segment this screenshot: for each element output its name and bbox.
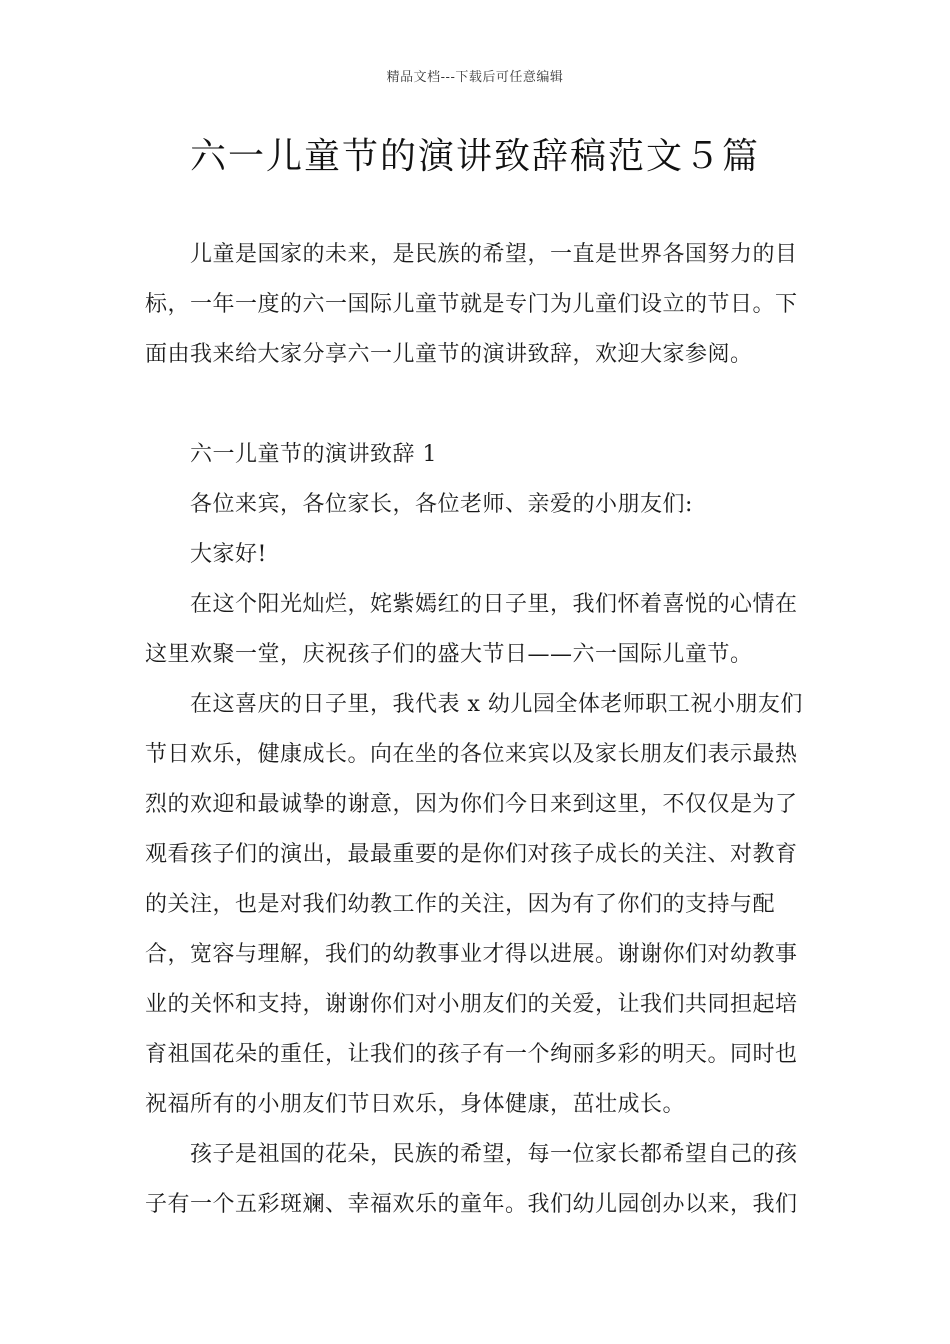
section-heading: 六一儿童节的演讲致辞 1 xyxy=(190,442,437,467)
document-body xyxy=(145,230,805,1230)
paragraph: 孩子是祖国的花朵，民族的希望，每一位家长都希望自己的孩子有一个五彩斑斓、幸福欢乐的童年。我们幼儿园创办以来，我们 xyxy=(145,1142,798,1217)
paragraph-greeting: 各位来宾，各位家长，各位老师、亲爱的小朋友们: xyxy=(190,492,693,517)
document-title: 六一儿童节的演讲致辞稿范文５篇 xyxy=(189,136,760,177)
paragraph: 在这喜庆的日子里，我代表 x 幼儿园全体老师职工祝小朋友们节日欢乐，健康成长。向在坐的各位来宾以及家长朋友们表示最热烈的欢迎和最诚挚的谢意，因为你们今日来到这里，不仅仅是为了观看孩子们的演出，最最重要的是你们对孩子成长的关注、对教育的关注，也是对我们幼教工作的关注，因为有了你们的支持与配合，宽容与理解，我们的幼教事业才得以进展。谢谢你们对幼教事业的关怀和支持，谢谢你们对小朋友们的关爱，让我们共同担起培育祖国花朵的重任，让我们的孩子有一个绚丽多彩的明天。同时也祝福所有的小朋友们节日欢乐，身体健康，茁壮成长。 xyxy=(145,692,803,1117)
intro-paragraph: 儿童是国家的未来，是民族的希望，一直是世界各国努力的目标，一年一度的六一国际儿童节就是专门为儿童们设立的节日。下面由我来给大家分享六一儿童节的演讲致辞，欢迎大家参阅。 xyxy=(145,242,798,367)
paragraph: 在这个阳光灿烂，姹紫嫣红的日子里，我们怀着喜悦的心情在这里欢聚一堂，庆祝孩子们的盛大节日——六一国际儿童节。 xyxy=(145,592,798,667)
header-note: 精品文档---下载后可任意编辑 xyxy=(386,70,564,85)
paragraph-hello: 大家好! xyxy=(190,542,267,567)
